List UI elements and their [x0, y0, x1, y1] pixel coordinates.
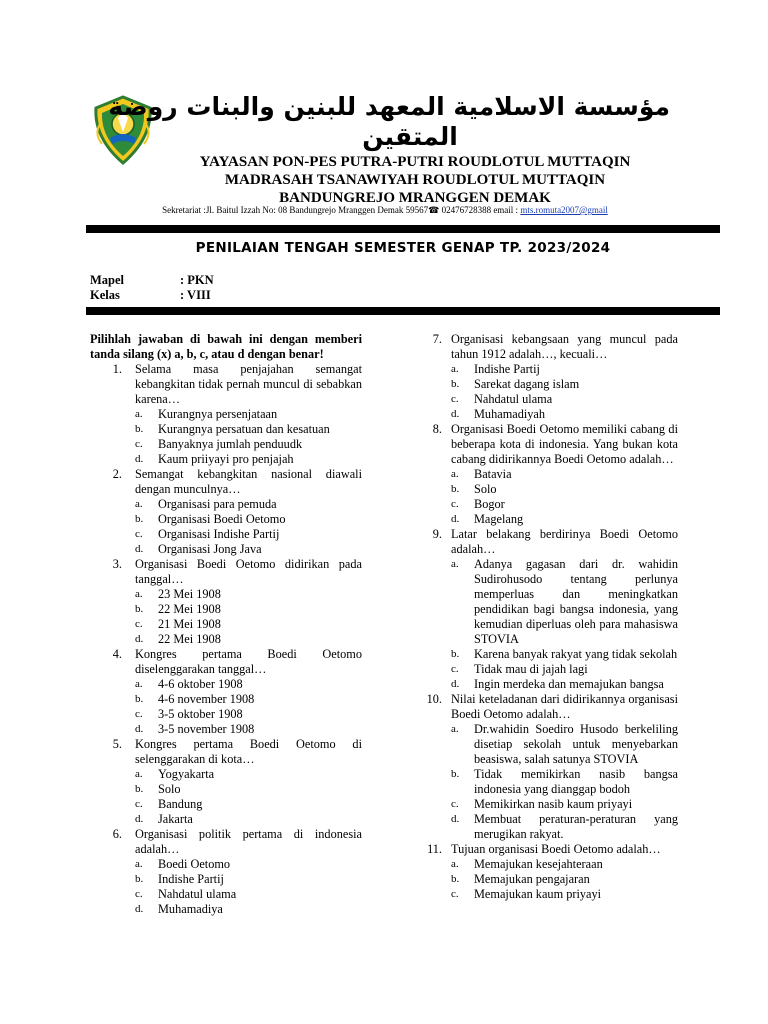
answer-option[interactable] — [451, 857, 678, 872]
answer-option[interactable] — [135, 407, 362, 422]
question-number: 8. — [432, 422, 442, 436]
option-text: 21 Mei 1908 — [158, 617, 221, 631]
option-letter: b. — [135, 783, 144, 795]
question-number: 3. — [112, 557, 122, 571]
option-text: Nahdatul ulama — [158, 887, 237, 901]
option-text: Organisasi Jong Java — [158, 542, 262, 556]
answer-options — [135, 587, 362, 647]
option-text: Indishe Partij — [158, 872, 224, 886]
school-address — [80, 205, 690, 216]
option-letter: d. — [135, 543, 144, 555]
answer-option[interactable] — [135, 707, 362, 722]
option-letter: d. — [135, 453, 144, 465]
answer-option[interactable] — [135, 782, 362, 797]
option-text: Organisasi Indishe Partij — [158, 527, 280, 541]
answer-option[interactable] — [135, 437, 362, 452]
exam-title: PENILAIAN TENGAH SEMESTER GENAP TP. 2023/2024 — [195, 240, 611, 256]
answer-option[interactable] — [451, 497, 678, 512]
option-letter: d. — [451, 813, 460, 825]
option-text: Bogor — [474, 497, 505, 511]
answer-option[interactable] — [451, 407, 678, 422]
option-letter: c. — [451, 498, 459, 510]
foundation-name: YAYASAN PON-PES PUTRA-PUTRI ROUDLOTUL MUTTAQIN — [199, 154, 631, 170]
question-number: 9. — [432, 527, 442, 541]
option-text: Solo — [158, 782, 181, 796]
answer-option[interactable] — [451, 512, 678, 527]
option-letter: b. — [135, 693, 144, 705]
option-letter: d. — [451, 408, 460, 420]
school-name: MADRASAH TSANAWIYAH ROUDLOTUL MUTTAQIN — [224, 172, 606, 188]
option-letter: b. — [135, 603, 144, 615]
option-text: Solo — [474, 482, 497, 496]
question-text: Organisasi Boedi Oetomo didirikan pada tanggal… — [135, 557, 362, 586]
option-letter: c. — [135, 438, 143, 450]
option-letter: b. — [451, 378, 460, 390]
option-letter: b. — [451, 873, 460, 885]
telephone-icon: ☎ — [428, 205, 440, 215]
class-value: : VIII — [180, 288, 211, 302]
option-text: Dr.wahidin Soediro Husodo berkeliling disetiap sekolah untuk menyebarkan beasiswa, salah satunya STOVIA — [474, 722, 678, 766]
phone-text: 02476728388 email : — [441, 205, 521, 215]
answer-option[interactable] — [135, 602, 362, 617]
answer-options — [451, 467, 678, 527]
option-text: Jakarta — [158, 812, 193, 826]
class-label: Kelas — [90, 288, 120, 302]
option-letter: d. — [135, 813, 144, 825]
option-letter: d. — [135, 633, 144, 645]
answer-option[interactable] — [451, 797, 678, 812]
option-letter: d. — [451, 678, 460, 690]
answer-options — [135, 857, 362, 917]
option-text: 23 Mei 1908 — [158, 587, 221, 601]
option-text: Organisasi para pemuda — [158, 497, 277, 511]
option-text: Memajukan kaum priyayi — [474, 887, 602, 901]
option-text: 22 Mei 1908 — [158, 602, 221, 616]
answer-options — [451, 362, 678, 422]
option-text: Bandung — [158, 797, 203, 811]
answer-option[interactable] — [135, 872, 362, 887]
answer-option[interactable] — [451, 662, 678, 677]
answer-option[interactable] — [135, 767, 362, 782]
answer-option[interactable] — [135, 692, 362, 707]
option-letter: c. — [135, 528, 143, 540]
question-text: Semangat kebangkitan nasional diawali dengan munculnya… — [135, 467, 362, 496]
option-text: 3-5 november 1908 — [158, 722, 255, 736]
option-letter: a. — [451, 558, 459, 570]
answer-options — [451, 557, 678, 692]
question-item — [90, 827, 362, 917]
answer-option[interactable] — [135, 497, 362, 512]
answer-option[interactable] — [135, 617, 362, 632]
right-column — [428, 332, 678, 902]
option-letter: a. — [451, 858, 459, 870]
option-text: Magelang — [474, 512, 524, 526]
option-text: Yogyakarta — [158, 767, 215, 781]
option-letter: a. — [135, 858, 143, 870]
answer-option[interactable] — [451, 647, 678, 662]
answer-option[interactable] — [135, 632, 362, 647]
option-letter: b. — [451, 483, 460, 495]
question-item — [428, 527, 678, 692]
question-item — [90, 737, 362, 827]
option-text: Muhamadiyah — [474, 407, 546, 421]
option-text: Adanya gagasan dari dr. wahidin Sudirohusodo tentang perlunya memperluas dan meningkatkan pendidikan bagi bangsa indonesia, yang kemudian diperluas oleh para mahasiswa STOVIA — [474, 557, 678, 646]
answer-options — [135, 407, 362, 467]
question-item — [90, 467, 362, 557]
option-letter: a. — [135, 588, 143, 600]
answer-option[interactable] — [451, 392, 678, 407]
option-letter: c. — [135, 798, 143, 810]
option-letter: c. — [135, 888, 143, 900]
question-text: Tujuan organisasi Boedi Oetomo adalah… — [451, 842, 661, 856]
answer-options — [451, 722, 678, 842]
address-text: Sekretariat :Jl. Baitul Izzah No: 08 Bandungrejo Mranggen Demak 59567 — [162, 205, 429, 215]
option-text: Kurangnya persenjataan — [158, 407, 278, 421]
answer-option[interactable] — [135, 452, 362, 467]
option-letter: c. — [451, 393, 459, 405]
question-list-right — [428, 332, 678, 902]
option-text: Muhamadiya — [158, 902, 223, 916]
option-text: 4-6 oktober 1908 — [158, 677, 243, 691]
option-letter: b. — [451, 648, 460, 660]
subject-label: Mapel — [90, 273, 125, 287]
question-text: Selama masa penjajahan semangat kebangkitan tidak pernah muncul di sebabkan karena… — [135, 362, 362, 406]
option-text: 4-6 november 1908 — [158, 692, 255, 706]
option-text: Kaum priiyayi pro penjajah — [158, 452, 294, 466]
answer-option[interactable] — [135, 902, 362, 917]
question-text: Kongres pertama Boedi Oetomo di selenggarakan di kota… — [135, 737, 362, 766]
question-text: Organisasi Boedi Oetomo memiliki cabang di beberapa kota di indonesia. Yang bukan kota cabang didirikannya Boedi Oetomo adalah… — [451, 422, 678, 466]
answer-option[interactable] — [135, 542, 362, 557]
answer-option[interactable] — [451, 557, 678, 647]
answer-option[interactable] — [135, 512, 362, 527]
option-text: Membuat peraturan-peraturan yang merugikan rakyat. — [474, 812, 678, 841]
option-text: Memikirkan nasib kaum priyayi — [474, 797, 633, 811]
answer-option[interactable] — [135, 887, 362, 902]
question-item — [428, 422, 678, 527]
option-letter: b. — [451, 768, 460, 780]
answer-option[interactable] — [451, 887, 678, 902]
answer-option[interactable] — [451, 872, 678, 887]
question-number: 5. — [112, 737, 122, 751]
option-text: Boedi Oetomo — [158, 857, 231, 871]
option-letter: c. — [135, 708, 143, 720]
option-letter: c. — [451, 798, 459, 810]
arabic-institution-name: مؤسسة الاسلامية المعهد للبنين والبنات روضة — [108, 92, 670, 121]
answer-option[interactable] — [451, 467, 678, 482]
option-text: Organisasi Boedi Oetomo — [158, 512, 286, 526]
answer-option[interactable] — [135, 812, 362, 827]
option-letter: b. — [135, 423, 144, 435]
question-number: 6. — [112, 827, 122, 841]
answer-option[interactable] — [451, 677, 678, 692]
answer-option[interactable] — [135, 677, 362, 692]
answer-option[interactable] — [451, 362, 678, 377]
arabic-institution-name-2: المتقين — [362, 122, 458, 151]
option-text: Memajukan kesejahteraan — [474, 857, 603, 871]
option-text: Kurangnya persatuan dan kesatuan — [158, 422, 330, 436]
option-letter: a. — [135, 498, 143, 510]
school-location: BANDUNGREJO MRANGGEN DEMAK — [279, 190, 551, 206]
instructions: Pilihlah jawaban di bawah ini dengan memberi tanda silang (x) a, b, c, atau d dengan benar! — [90, 332, 362, 361]
answer-option[interactable] — [135, 722, 362, 737]
answer-option[interactable] — [451, 767, 678, 797]
section-divider — [86, 307, 720, 315]
answer-option[interactable] — [135, 797, 362, 812]
answer-options — [451, 857, 678, 902]
option-text: Memajukan pengajaran — [474, 872, 590, 886]
option-text: Sarekat dagang islam — [474, 377, 580, 391]
answer-option[interactable] — [135, 587, 362, 602]
subject-row — [90, 272, 214, 288]
option-letter: a. — [135, 408, 143, 420]
option-text: 3-5 oktober 1908 — [158, 707, 243, 721]
answer-options — [135, 677, 362, 737]
option-text: 22 Mei 1908 — [158, 632, 221, 646]
option-text: Indishe Partij — [474, 362, 540, 376]
answer-option[interactable] — [451, 377, 678, 392]
answer-option[interactable] — [135, 857, 362, 872]
option-letter: d. — [135, 723, 144, 735]
option-letter: a. — [135, 768, 143, 780]
question-text: Organisasi kebangsaan yang muncul pada tahun 1912 adalah…, kecuali… — [451, 332, 678, 361]
left-column — [90, 332, 362, 917]
question-item — [90, 362, 362, 467]
option-letter: d. — [451, 513, 460, 525]
answer-options — [135, 497, 362, 557]
answer-option[interactable] — [135, 422, 362, 437]
option-letter: a. — [451, 468, 459, 480]
answer-option[interactable] — [135, 527, 362, 542]
answer-options — [135, 767, 362, 827]
option-letter: c. — [451, 888, 459, 900]
answer-option[interactable] — [451, 722, 678, 767]
option-letter: c. — [451, 663, 459, 675]
question-text: Nilai keteladanan dari didirikannya organisasi Boedi Oetomo adalah… — [451, 692, 678, 721]
question-number: 11. — [427, 842, 442, 856]
header-divider — [86, 225, 720, 233]
option-text: Tidak memikirkan nasib bangsa indonesia yang dianggap bodoh — [474, 767, 678, 796]
question-number: 4. — [112, 647, 122, 661]
option-text: Nahdatul ulama — [474, 392, 553, 406]
option-letter: a. — [135, 678, 143, 690]
option-text: Banyaknya jumlah penduudk — [158, 437, 303, 451]
question-list-left — [90, 362, 362, 917]
option-text: Tidak mau di jajah lagi — [474, 662, 588, 676]
question-number: 1. — [112, 362, 122, 376]
question-item — [428, 332, 678, 422]
option-text: Ingin merdeka dan memajukan bangsa — [474, 677, 664, 691]
answer-option[interactable] — [451, 812, 678, 842]
option-letter: b. — [135, 513, 144, 525]
question-item — [428, 692, 678, 842]
option-text: Karena banyak rakyat yang tidak sekolah — [474, 647, 678, 661]
subject-value: : PKN — [180, 273, 214, 287]
question-number: 10. — [426, 692, 442, 706]
email-link[interactable]: mts.romuta2007@gmail — [520, 205, 608, 215]
question-item — [90, 557, 362, 647]
option-letter: d. — [135, 903, 144, 915]
class-row — [90, 287, 211, 303]
option-letter: b. — [135, 873, 144, 885]
question-text: Organisasi politik pertama di indonesia adalah… — [135, 827, 362, 856]
question-item — [428, 842, 678, 902]
question-number: 7. — [432, 332, 442, 346]
question-number: 2. — [112, 467, 122, 481]
option-letter: c. — [135, 618, 143, 630]
question-text: Kongres pertama Boedi Oetomo diselenggarakan tanggal… — [135, 647, 362, 676]
answer-option[interactable] — [451, 482, 678, 497]
option-letter: a. — [451, 363, 459, 375]
question-text: Latar belakang berdirinya Boedi Oetomo adalah… — [451, 527, 678, 556]
option-text: Batavia — [474, 467, 512, 481]
question-item — [90, 647, 362, 737]
option-letter: a. — [451, 723, 459, 735]
